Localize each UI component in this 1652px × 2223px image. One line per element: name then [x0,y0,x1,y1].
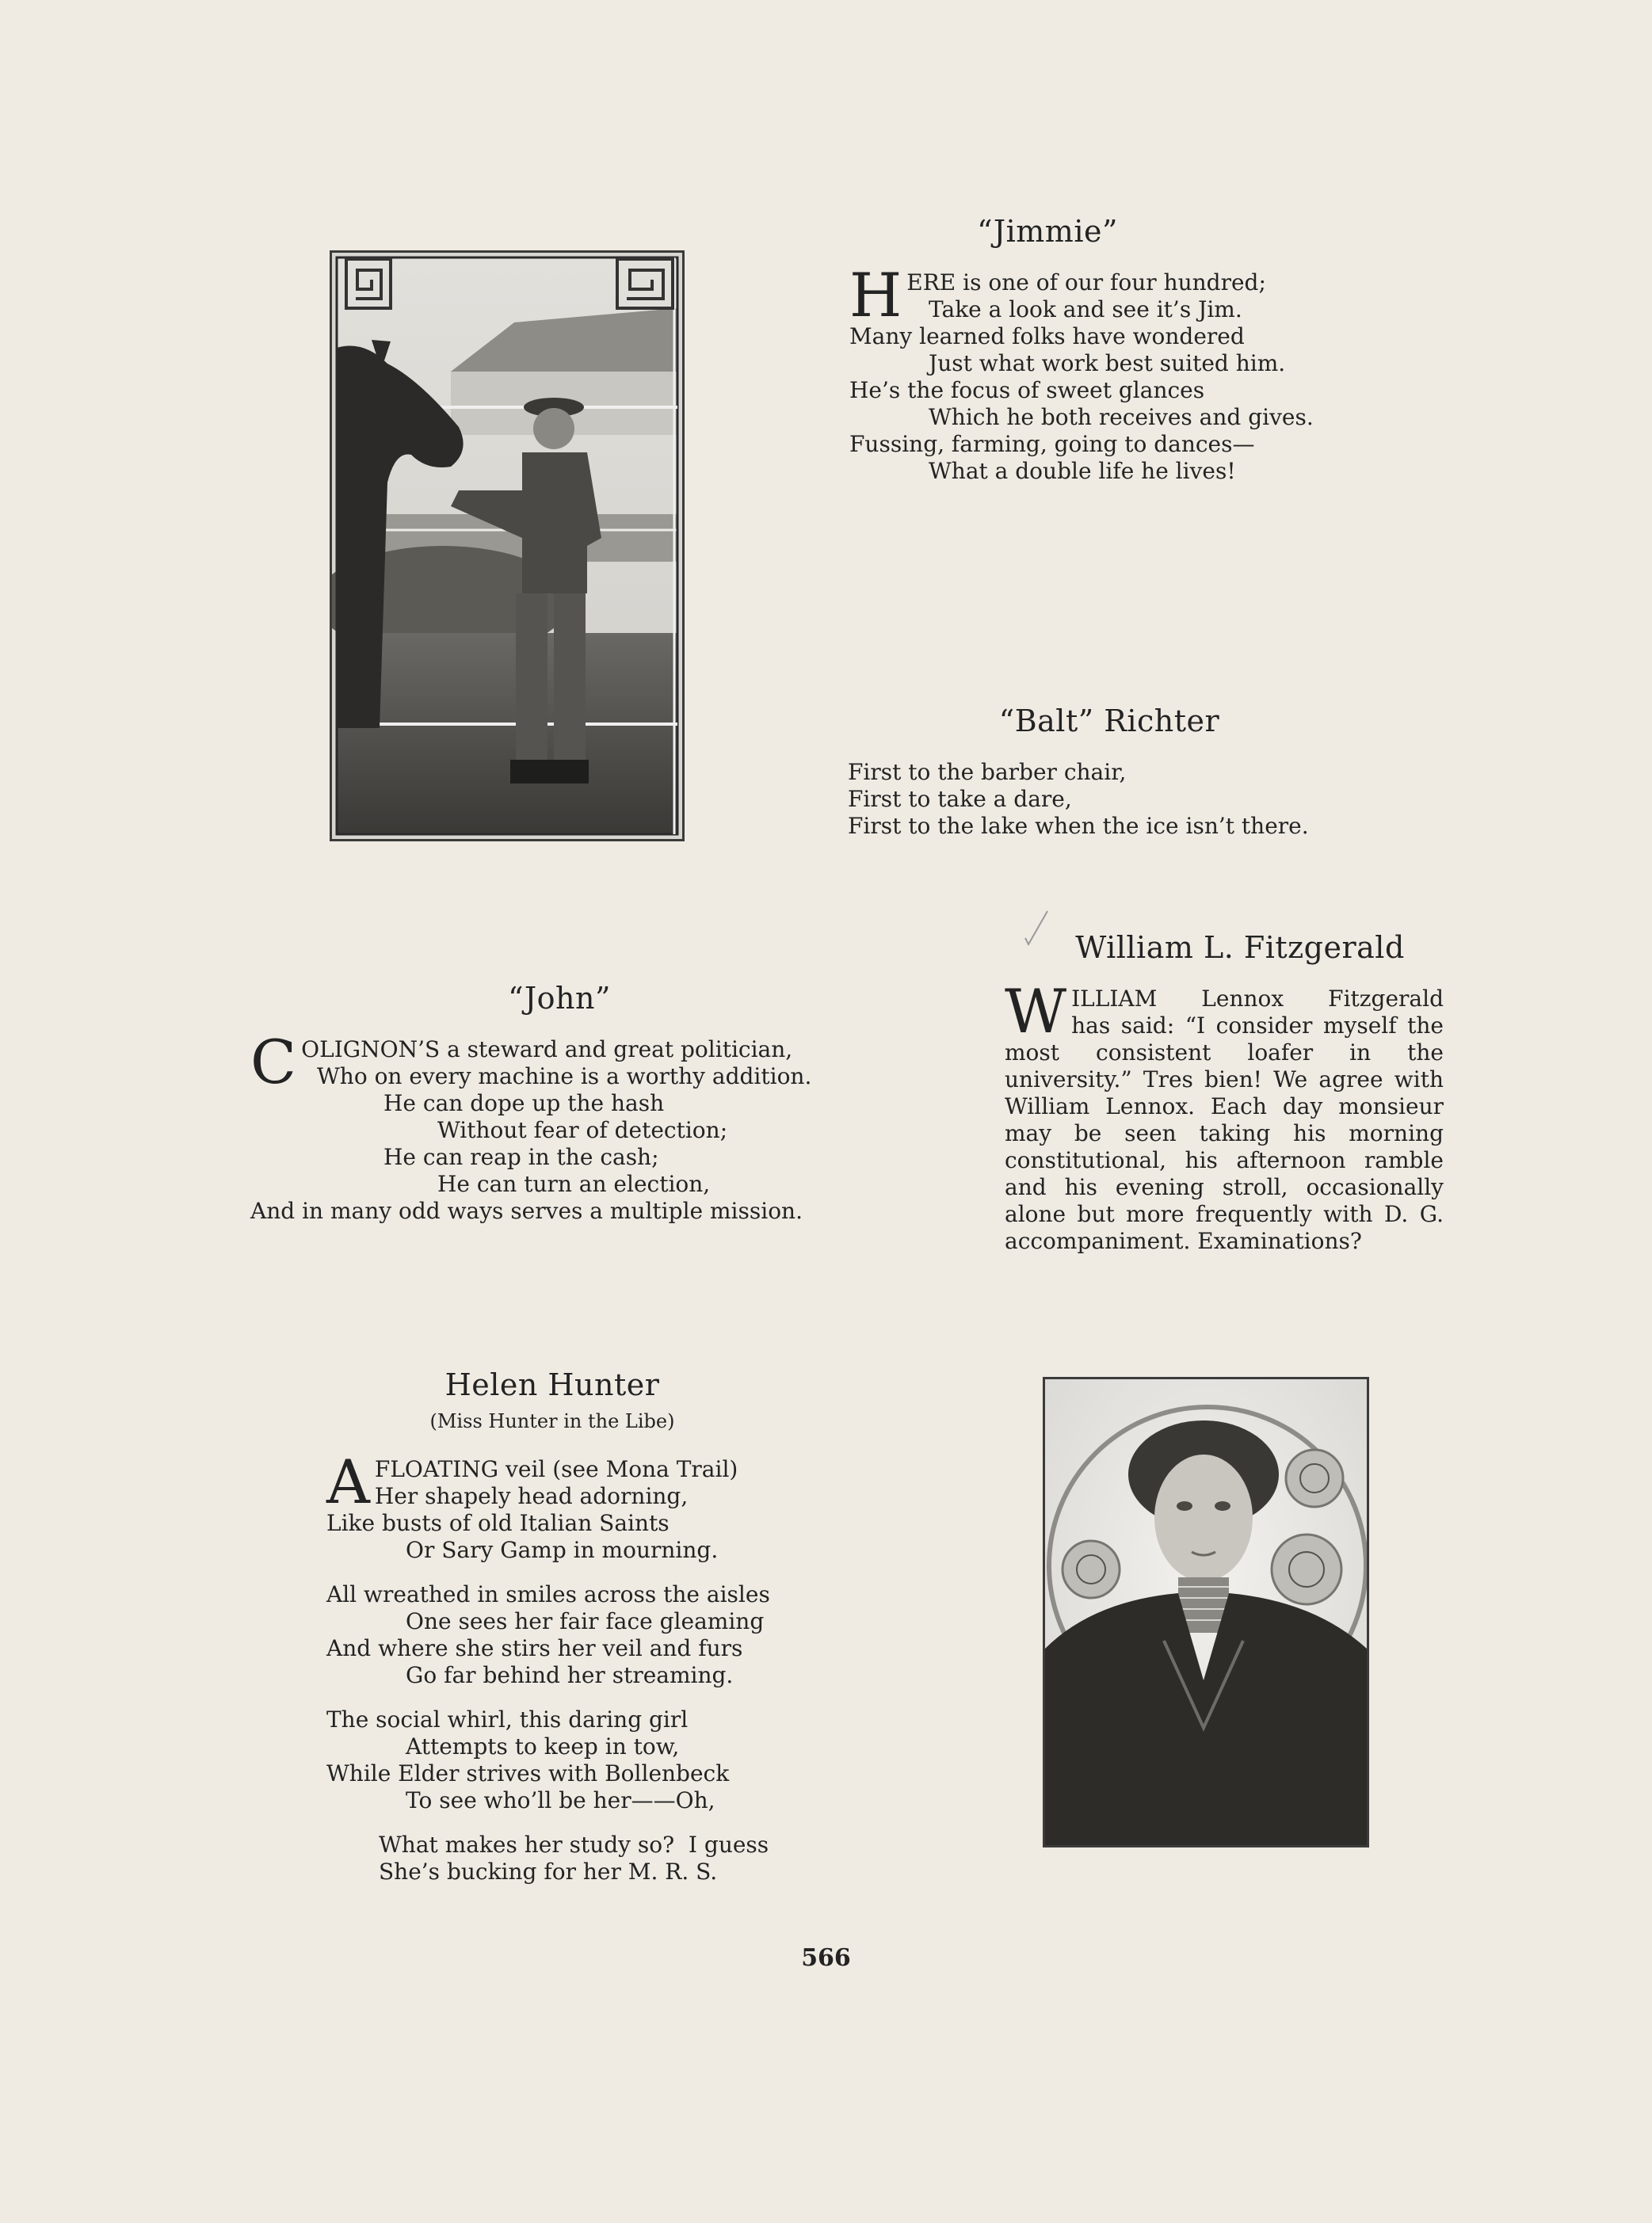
fitzgerald-drop-cap: W [1005,976,1067,1047]
poem-line: Fussing, farming, going to dances— [849,431,1255,457]
poem-line: First to take a dare, [848,786,1072,812]
poem-line: FLOATING veil (see Mona Trail) [374,1456,738,1482]
poem-line: He can dope up the hash [383,1090,665,1116]
poem-line: First to the barber chair, [848,759,1127,785]
poem-line: Take a look and see it’s Jim. [929,296,1242,322]
poem-line: Which he both receives and gives. [929,404,1314,430]
jimmie-title: “Jimmie” [977,214,1118,249]
woman-portrait-image [1045,1379,1367,1845]
balt-section [848,704,1371,840]
helen-drop-cap: A [326,1447,370,1517]
poem-line: Many learned folks have wondered [849,323,1245,349]
poem-line: Who on every machine is a worthy addition. [317,1063,812,1089]
balt-title: “Balt” Richter [998,704,1220,738]
jimmie-poem [849,260,1404,485]
poem-line: And where she stirs her veil and furs [326,1635,743,1661]
poem-line: First to the lake when the ice isn’t there. [848,813,1309,839]
helen-subtitle: (Miss Hunter in the Libe) [429,1410,675,1432]
poem-line: Without fear of detection; [437,1117,728,1143]
john-poem [250,1027,868,1225]
poem-line: Attempts to keep in tow, [406,1733,680,1760]
fitzgerald-section [1005,930,1444,1255]
man-with-horse-image [332,253,682,839]
photo-man-with-horse [330,250,685,841]
poem-line: He can reap in the cash; [383,1144,659,1170]
poem-line: The social whirl, this daring girl [326,1706,689,1733]
poem-line: And in many odd ways serves a multiple mission. [250,1198,803,1224]
poem-line: Just what work best suited him. [929,350,1286,376]
fitzgerald-title: William L. Fitzgerald [1075,930,1405,965]
poem-line: While Elder strives with Bollenbeck [326,1760,730,1786]
john-drop-cap: C [250,1027,297,1097]
photo-woman-portrait [1043,1377,1369,1847]
poem-line: One sees her fair face gleaming [406,1608,765,1634]
stanza [326,1581,841,1689]
page-number: 566 [801,1944,851,1972]
poem-line: Her shapely head adorning, [374,1483,689,1509]
poem-line: What makes her study so? I guess [379,1832,769,1858]
jimmie-section [849,214,1404,485]
poem-line: She’s bucking for her M. R. S. [379,1859,718,1885]
poem-line: Or Sary Gamp in mourning. [406,1537,719,1563]
jimmie-drop-cap: H [849,260,902,330]
fitzgerald-prose [1005,976,1444,1255]
john-title: “John” [508,981,611,1016]
john-section [250,981,868,1225]
helen-title: Helen Hunter [444,1367,660,1402]
fitzgerald-body: has said: “I consider myself the most consistent loafer in the university.” Tres bien! We agree with William Lennox. Each day monsieur may be seen taking his morning constitutional, his afternoon ramble and his evening stroll, occasionally alone but more frequently with D. G. accompaniment. Examinations? [1005,1012,1444,1254]
fitzgerald-first-line: ILLIAM Lennox Fitzgerald [1071,986,1444,1012]
helen-section [326,1367,841,1903]
poem-line: Go far behind her streaming. [406,1662,734,1688]
poem-line: ERE is one of our four hundred; [906,269,1266,296]
poem-line: He can turn an election, [437,1171,711,1197]
poem-line: Like busts of old Italian Saints [326,1510,670,1536]
poem-line: What a double life he lives! [929,458,1236,484]
stanza [326,1447,841,1564]
stanza [326,1706,841,1814]
helen-poem [326,1447,841,1886]
stanza [326,1832,841,1886]
poem-line: He’s the focus of sweet glances [849,377,1205,403]
poem-line: OLIGNON’S a steward and great politician, [301,1036,793,1062]
poem-line: To see who’ll be her——Oh, [406,1787,715,1813]
poem-line: All wreathed in smiles across the aisles [326,1581,770,1607]
balt-poem [848,759,1371,840]
